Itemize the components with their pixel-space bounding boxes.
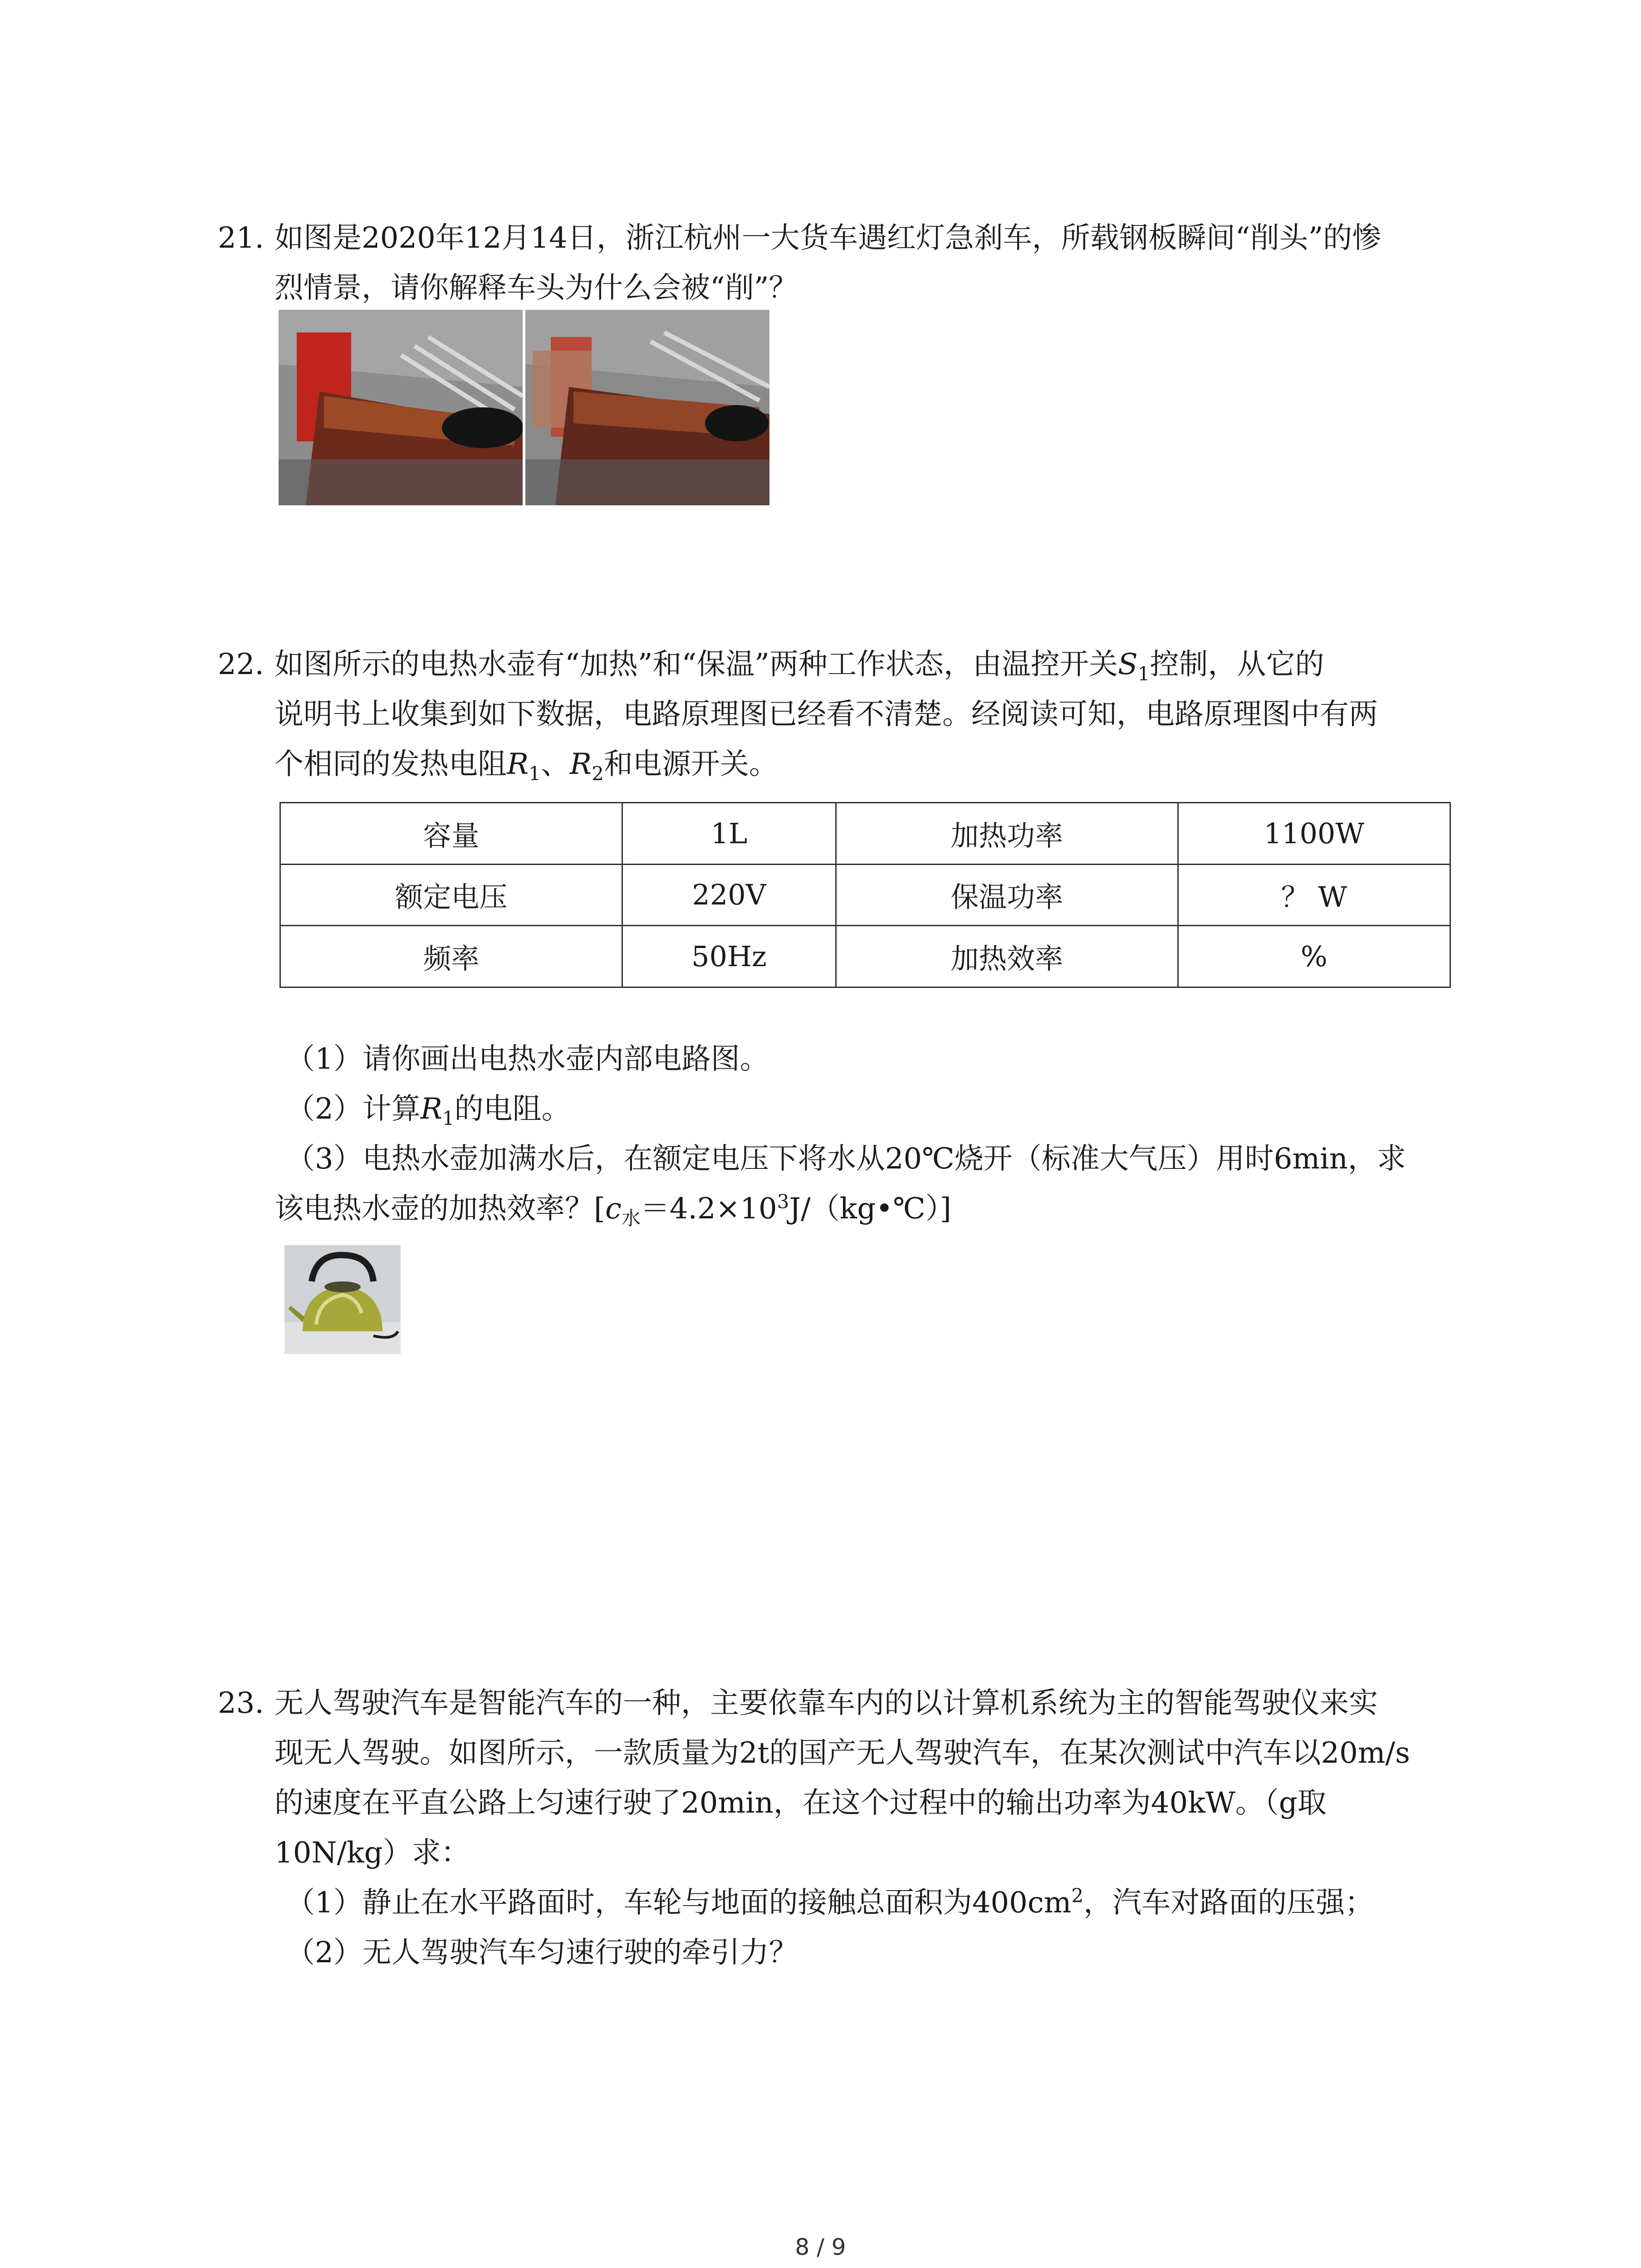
q22-line-1: 22. 如图所示的电热水壶有“加热”和“保温”两种工作状态，由温控开关$S_1$控制，从它的	[218, 640, 1452, 689]
q21-line-2: 烈情景，请你解释车头为什么会被“削”？	[274, 271, 798, 305]
kettle-photo	[284, 1245, 401, 1354]
q22-line-2: 说明书上收集到如下数据，电路原理图已经看不清楚。经阅读可知，电路原理图中有两	[274, 698, 1378, 731]
spec-table	[279, 802, 1451, 988]
table-cell: 50Hz	[622, 926, 836, 987]
q23-part-1: （1）静止在水平路面时，车轮与地面的接触总面积为$400cm^2$，汽车对路面的压强；	[286, 1884, 1374, 1920]
table-row	[280, 864, 1450, 926]
table-cell: 容量	[280, 803, 622, 865]
table-cell: ？ W	[1178, 864, 1450, 926]
table-cell: 加热效率	[836, 926, 1178, 987]
truck-photo	[279, 310, 769, 505]
q23-line-3: 的速度在平直公路上匀速行驶了20min，在这个过程中的输出功率为40kW。（g取	[274, 1786, 1327, 1820]
question-21	[218, 213, 1452, 313]
table-cell: %	[1178, 926, 1450, 987]
q23-part-2: （2）无人驾驶汽车匀速行驶的牵引力？	[286, 1936, 798, 1970]
q23-line-4: 10N/kg）求：	[274, 1836, 470, 1870]
question-23	[218, 1678, 1452, 1978]
page-number: 8 / 9	[795, 2234, 846, 2260]
q23-number: 23.	[218, 1686, 264, 1720]
table-row	[280, 803, 1450, 865]
q23-line-2: 现无人驾驶。如图所示，一款质量为2t的国产无人驾驶汽车，在某次测试中汽车以20m/s	[274, 1736, 1410, 1770]
q22-number: 22.	[218, 648, 264, 681]
table-cell: 额定电压	[280, 864, 622, 926]
table-cell: 频率	[280, 926, 622, 987]
q23-line-1: 23. 无人驾驶汽车是智能汽车的一种，主要依靠车内的以计算机系统为主的智能驾驶仪来实	[218, 1678, 1452, 1728]
table-cell: 保温功率	[836, 864, 1178, 926]
table-cell: 加热功率	[836, 803, 1178, 865]
q21-number: 21.	[218, 221, 264, 255]
q22-part-1: （1）请你画出电热水壶内部电路图。	[286, 1042, 769, 1076]
question-22-parts	[218, 1034, 1452, 1234]
table-row	[280, 926, 1450, 987]
question-22	[218, 640, 1452, 789]
table-cell: 1100W	[1178, 803, 1450, 865]
q22-part-2: （2）计算$R_1$的电阻。	[286, 1092, 571, 1129]
table-cell: 1L	[622, 803, 836, 865]
q22-line-3: 个相同的发热电阻$R_1$、$R_2$和电源开关。	[274, 748, 778, 785]
q21-line-1: 21. 如图是2020年12月14日，浙江杭州一大货车遇红灯急刹车，所载钢板瞬间“削头”的惨	[218, 213, 1452, 263]
table-cell: 220V	[622, 864, 836, 926]
q22-part-3-line-1: （3）电热水壶加满水后，在额定电压下将水从20℃烧开（标准大气压）用时6min，求	[286, 1142, 1406, 1176]
q22-part-3-line-2: 该电热水壶的加热效率？$[c_水=4.2\times 10^3J/(kg•℃)]$	[274, 1190, 951, 1229]
